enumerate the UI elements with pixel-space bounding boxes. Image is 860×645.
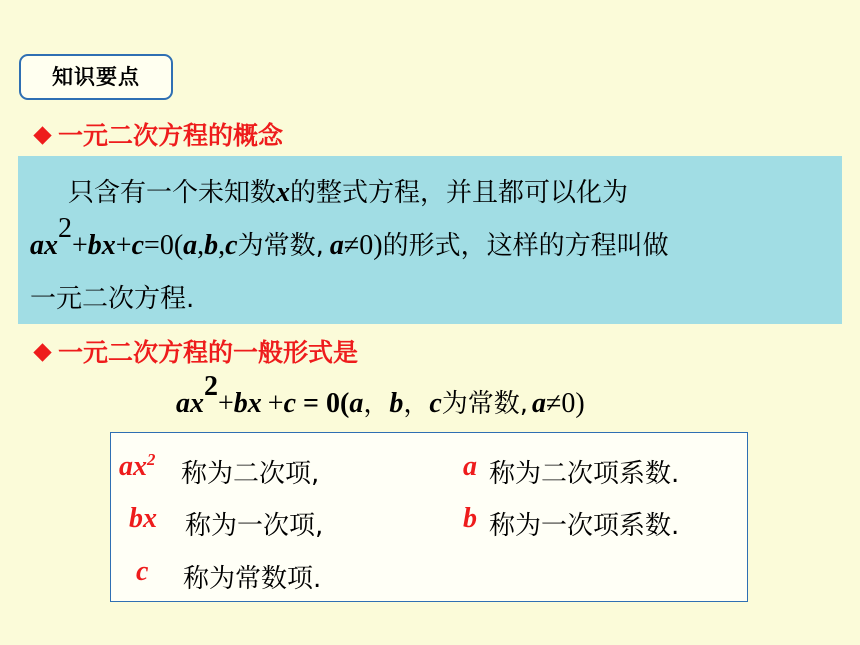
general-form-heading-text: 一元二次方程的一般形式是	[58, 338, 359, 367]
coef-a: a	[183, 230, 198, 261]
definition-line-3: 一元二次方程.	[30, 284, 195, 314]
condition-not-zero: ≠0)	[343, 230, 383, 261]
exponent: 2	[147, 449, 156, 469]
linear-coef-desc: 称为一次项系数.	[489, 511, 680, 541]
equation-term-bx: bx	[87, 230, 116, 261]
constant-term-desc: 称为常数项.	[183, 564, 322, 594]
general-form-equation	[176, 371, 585, 420]
coef-c: c	[225, 230, 238, 261]
condition-a: a	[329, 230, 344, 261]
term-bx: bx	[233, 388, 262, 419]
coef-symbol-a: a	[463, 451, 477, 482]
coef-a: a	[349, 388, 364, 419]
coef-c: c	[429, 388, 442, 419]
equation-term-ax: ax	[30, 230, 58, 261]
definition-box	[18, 156, 842, 324]
plus-sign: +	[267, 388, 284, 419]
exponent: 2	[204, 371, 218, 403]
linear-term-desc: 称为一次项,	[185, 511, 324, 541]
knowledge-points-badge: 知识要点	[19, 54, 173, 100]
constant-note: 为常数,	[441, 389, 529, 419]
condition-a: a	[532, 388, 547, 419]
plus-sign: +	[218, 388, 234, 419]
coef-symbol-b: b	[463, 503, 477, 534]
plus-sign: +	[72, 230, 88, 261]
concept-heading-text: 一元二次方程的概念	[58, 121, 284, 150]
term-symbol-ax2	[119, 451, 155, 483]
term-c: c	[283, 388, 297, 419]
term-symbol-c: c	[136, 556, 149, 587]
quadratic-coef-desc: 称为二次项系数.	[489, 459, 680, 489]
definition-line-1	[68, 172, 628, 209]
separator: ，	[363, 389, 390, 419]
exponent: 2	[58, 213, 72, 245]
definition-text: 的形式，这样的方程叫做	[382, 231, 669, 261]
constant-note: 为常数,	[237, 231, 324, 261]
concept-heading	[32, 116, 283, 152]
diamond-bullet-icon	[33, 126, 51, 144]
term-symbol-bx: bx	[129, 503, 157, 534]
separator: ，	[403, 389, 430, 419]
comma: ,	[218, 230, 226, 261]
plus-sign: +	[115, 230, 132, 261]
definition-text: 的整式方程，并且都可以化为	[290, 178, 629, 208]
definition-line-2	[30, 213, 669, 262]
term-symbol-text: ax	[119, 451, 147, 482]
terms-box	[110, 432, 748, 602]
definition-text: 只含有一个未知数	[68, 178, 277, 208]
equals-zero: = 0(	[296, 388, 350, 419]
diamond-bullet-icon	[33, 343, 51, 361]
equation-term-c: c	[131, 230, 145, 261]
condition-not-zero: ≠0)	[546, 388, 585, 419]
equals-zero: =0(	[144, 230, 184, 261]
coef-b: b	[204, 230, 219, 261]
general-form-heading	[32, 333, 358, 369]
coef-b: b	[389, 388, 404, 419]
comma: ,	[197, 230, 205, 261]
variable-x: x	[276, 177, 291, 208]
term-ax: ax	[176, 388, 204, 419]
quadratic-term-desc: 称为二次项,	[181, 459, 320, 489]
